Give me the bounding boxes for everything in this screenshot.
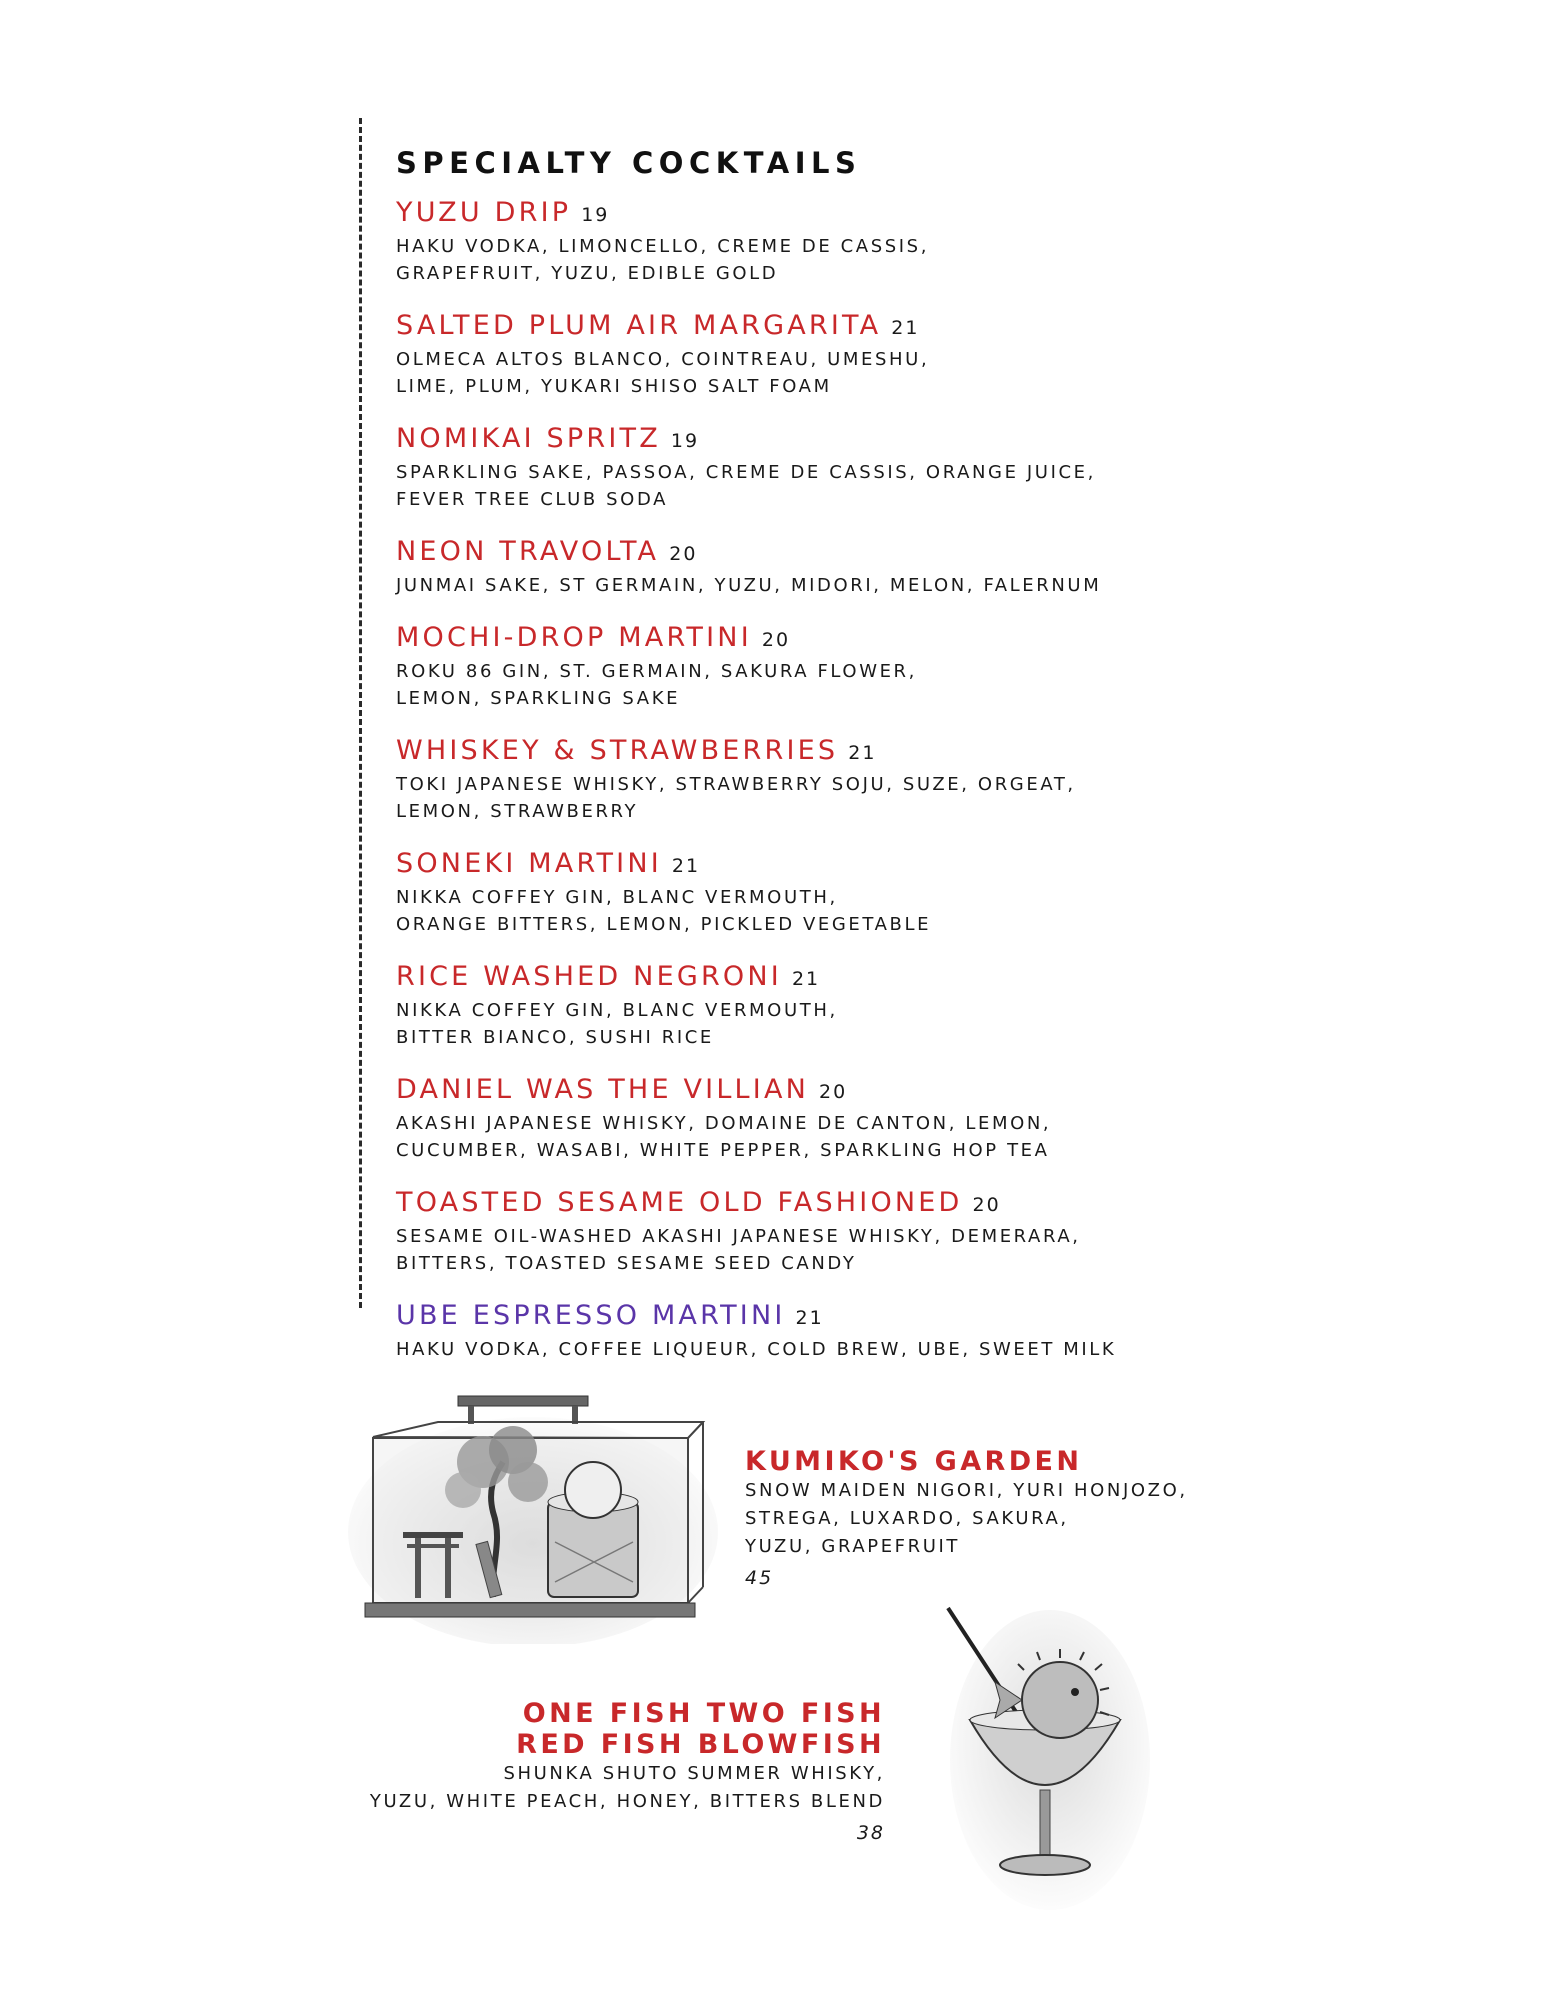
cocktail-item [396,1073,1396,1164]
cocktail-name: WHISKEY & STRAWBERRIES [396,735,839,766]
cocktail-price: 19 [581,204,610,226]
cocktail-item [396,535,1396,599]
feature-name: RED FISH BLOWFISH [516,1729,885,1760]
feature-price: 45 [745,1567,774,1589]
cocktail-item [396,734,1396,825]
cocktail-ingredients: OLMECA ALTOS BLANCO, COINTREAU, UMESHU, [396,349,930,370]
cocktail-price: 21 [891,317,920,339]
cocktail-name: YUZU DRIP [396,197,572,228]
cocktail-item [396,196,1396,287]
cocktail-ingredients: CUCUMBER, WASABI, WHITE PEPPER, SPARKLING HOP TEA [396,1140,1050,1161]
cocktail-price: 21 [671,855,701,877]
feature-one-fish-two-fish [370,1698,885,1844]
cocktail-price: 21 [848,742,877,764]
cocktail-ingredients: BITTER BIANCO, SUSHI RICE [396,1027,714,1048]
cocktail-price: 20 [669,543,698,565]
cocktail-item [396,1299,1396,1363]
glass-box-bonsai-torii-illustration [343,1382,723,1644]
cocktail-ingredients: NIKKA COFFEY GIN, BLANC VERMOUTH, [396,1000,838,1021]
cocktail-item [396,1186,1396,1277]
cocktail-ingredients: SPARKLING SAKE, PASSOA, CREME DE CASSIS, ORANGE JUICE, [396,462,1096,483]
cocktail-name: SONEKI MARTINI [396,848,662,879]
cocktail-ingredients: FEVER TREE CLUB SODA [396,489,669,510]
feature-ingredients: SNOW MAIDEN NIGORI, YURI HONJOZO, [745,1480,1188,1501]
cocktail-ingredients: GRAPEFRUIT, YUZU, EDIBLE GOLD [396,263,779,284]
cocktail-name: UBE ESPRESSO MARTINI [396,1300,786,1331]
feature-ingredients: YUZU, GRAPEFRUIT [745,1536,961,1557]
cocktail-ingredients: LIME, PLUM, YUKARI SHISO SALT FOAM [396,376,832,397]
cocktail-price: 20 [819,1081,848,1103]
cocktail-name: MOCHI-DROP MARTINI [396,622,752,653]
cocktail-ingredients: HAKU VODKA, LIMONCELLO, CREME DE CASSIS, [396,236,930,257]
cocktail-price: 21 [791,968,821,990]
feature-ingredients: SHUNKA SHUTO SUMMER WHISKY, [503,1763,885,1784]
cocktail-ingredients: LEMON, SPARKLING SAKE [396,688,681,709]
cocktail-price: 21 [795,1307,824,1329]
cocktail-ingredients: HAKU VODKA, COFFEE LIQUEUR, COLD BREW, UBE, SWEET MILK [396,1339,1117,1360]
feature-kumikos-garden [745,1446,1188,1589]
cocktail-item [396,621,1396,712]
cocktail-price: 19 [670,430,700,452]
dashed-divider [359,118,362,1308]
cocktail-ingredients: BITTERS, TOASTED SESAME SEED CANDY [396,1253,857,1274]
cocktail-name: TOASTED SESAME OLD FASHIONED [396,1187,963,1218]
cocktail-name: RICE WASHED NEGRONI [396,961,782,992]
cocktail-ingredients: TOKI JAPANESE WHISKY, STRAWBERRY SOJU, SUZE, ORGEAT, [396,774,1076,795]
cocktail-item [396,847,1396,938]
feature-ingredients: YUZU, WHITE PEACH, HONEY, BITTERS BLEND [369,1791,885,1812]
cocktail-ingredients: ROKU 86 GIN, ST. GERMAIN, SAKURA FLOWER, [396,661,917,682]
cocktail-name: NOMIKAI SPRITZ [396,423,661,454]
cocktail-ingredients: ORANGE BITTERS, LEMON, PICKLED VEGETABLE [396,914,932,935]
feature-price: 38 [856,1822,885,1844]
cocktail-item [396,960,1396,1051]
cocktail-price: 20 [761,629,791,651]
section-title: SPECIALTY COCKTAILS [396,146,862,180]
cocktail-name: DANIEL WAS THE VILLIAN [396,1074,810,1105]
cocktail-item [396,422,1396,513]
feature-name: ONE FISH TWO FISH [522,1698,885,1729]
cocktail-ingredients: LEMON, STRAWBERRY [396,801,639,822]
cocktail-name: SALTED PLUM AIR MARGARITA [396,310,882,341]
cocktail-list [396,196,1396,1385]
blowfish-cocktail-glass-illustration [940,1600,1150,1910]
cocktail-price: 20 [972,1194,1001,1216]
cocktail-ingredients: AKASHI JAPANESE WHISKY, DOMAINE DE CANTON, LEMON, [396,1113,1052,1134]
cocktail-ingredients: SESAME OIL-WASHED AKASHI JAPANESE WHISKY, DEMERARA, [396,1226,1081,1247]
feature-ingredients: STREGA, LUXARDO, SAKURA, [745,1508,1069,1529]
cocktail-ingredients: NIKKA COFFEY GIN, BLANC VERMOUTH, [396,887,838,908]
cocktail-name: NEON TRAVOLTA [396,536,660,567]
cocktail-ingredients: JUNMAI SAKE, ST GERMAIN, YUZU, MIDORI, MELON, FALERNUM [396,575,1102,596]
cocktail-item [396,309,1396,400]
feature-name: KUMIKO'S GARDEN [745,1446,1083,1477]
